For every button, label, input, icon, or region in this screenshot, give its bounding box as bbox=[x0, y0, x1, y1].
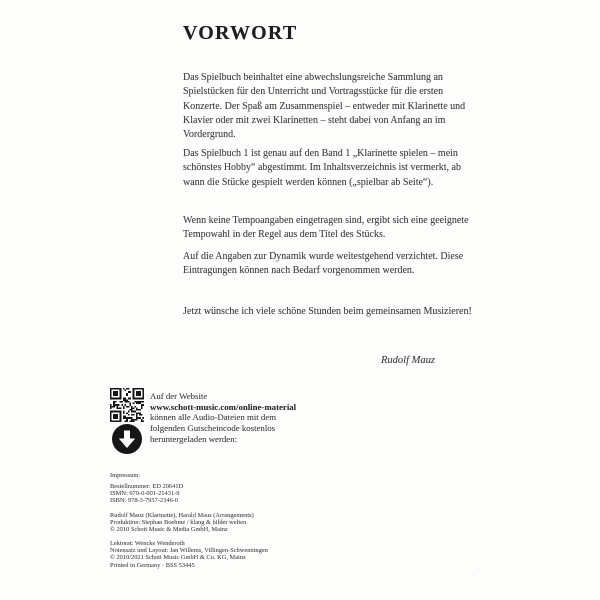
qr-code-icon bbox=[110, 388, 144, 422]
download-text-line: Auf der Website bbox=[150, 391, 208, 401]
imprint bbox=[110, 472, 268, 569]
download-text-line: können alle Audio-Dateien mit dem bbox=[150, 412, 277, 423]
imprint-line: © 2010 Schott Music & Media GmbH, Mainz bbox=[110, 525, 228, 533]
imprint-line: ISMN: 979-0-001-21431-9 bbox=[110, 490, 180, 498]
imprint-credits-block bbox=[110, 512, 268, 533]
download-text-line: heruntergeladen werden: bbox=[150, 433, 238, 444]
imprint-line: ISBN: 978-3-7957-2346-0 bbox=[110, 497, 178, 505]
imprint-line: Lektorat: Wencke Wenderoth bbox=[110, 540, 185, 548]
download-url: www.schott-music.com/online-material bbox=[150, 401, 297, 412]
imprint-line: Bestellnummer: ED 20641D bbox=[110, 483, 184, 491]
download-icon bbox=[112, 424, 142, 454]
imprint-line: Printed in Germany · BSS 53445 bbox=[110, 561, 195, 569]
author-signature: Rudolf Mauz bbox=[381, 355, 435, 366]
download-text-line: folgenden Gutscheincode kostenlos bbox=[150, 422, 276, 433]
imprint-line: Produktion: Stephan Boehme / klang & bilder welten bbox=[110, 518, 247, 526]
preface-paragraph-4: Auf die Angaben zur Dynamik wurde weitestgehend verzichtet. Diese Eintragungen können nach Bedarf vorgenommen werden. bbox=[183, 251, 464, 277]
preface-paragraph-3: Wenn keine Tempoangaben eingetragen sind, ergibt sich eine geeignete Tempowahl in der Regel aus dem Titel des Stücks. bbox=[183, 215, 469, 241]
preface-paragraph-2: Das Spielbuch 1 ist genau auf den Band 1 „Klarinette spielen – mein schönstes Hobby“ abgestimmt. Im Inhaltsverzeichnis ist vermerkt, ab wann die Stücke gespielt werden können („spielbar ab Seite“). bbox=[183, 148, 461, 188]
download-instructions bbox=[150, 391, 296, 444]
imprint-production-block bbox=[110, 540, 268, 569]
print-artifact: · bbox=[478, 565, 481, 573]
imprint-order-block bbox=[110, 483, 268, 504]
imprint-line: Rudolf Mauz (Klarinette), Harald Maus (Arrangements) bbox=[110, 511, 254, 519]
imprint-line: © 2010/2021 Schott Music GmbH & Co. KG, Mainz bbox=[110, 554, 246, 562]
page-title: VORWORT bbox=[183, 22, 298, 44]
imprint-heading: Impressum: bbox=[110, 472, 141, 479]
imprint-line: Notensatz und Layout: Jan Willems, Villingen-Schwenningen bbox=[110, 547, 268, 555]
preface-paragraph-5: Jetzt wünsche ich viele schöne Stunden beim gemeinsamen Musizieren! bbox=[183, 306, 472, 317]
preface-paragraph-1: Das Spielbuch beinhaltet eine abwechslungsreiche Sammlung an Spielstücken für den Unterricht und Vortragsstücke für die ersten Konzerte. Der Spaß am Zusammenspiel – entweder mit Klarinette und Klavier oder mit zwei Klarinetten – steht dabei von Anfang an im Vordergrund. bbox=[183, 72, 466, 141]
